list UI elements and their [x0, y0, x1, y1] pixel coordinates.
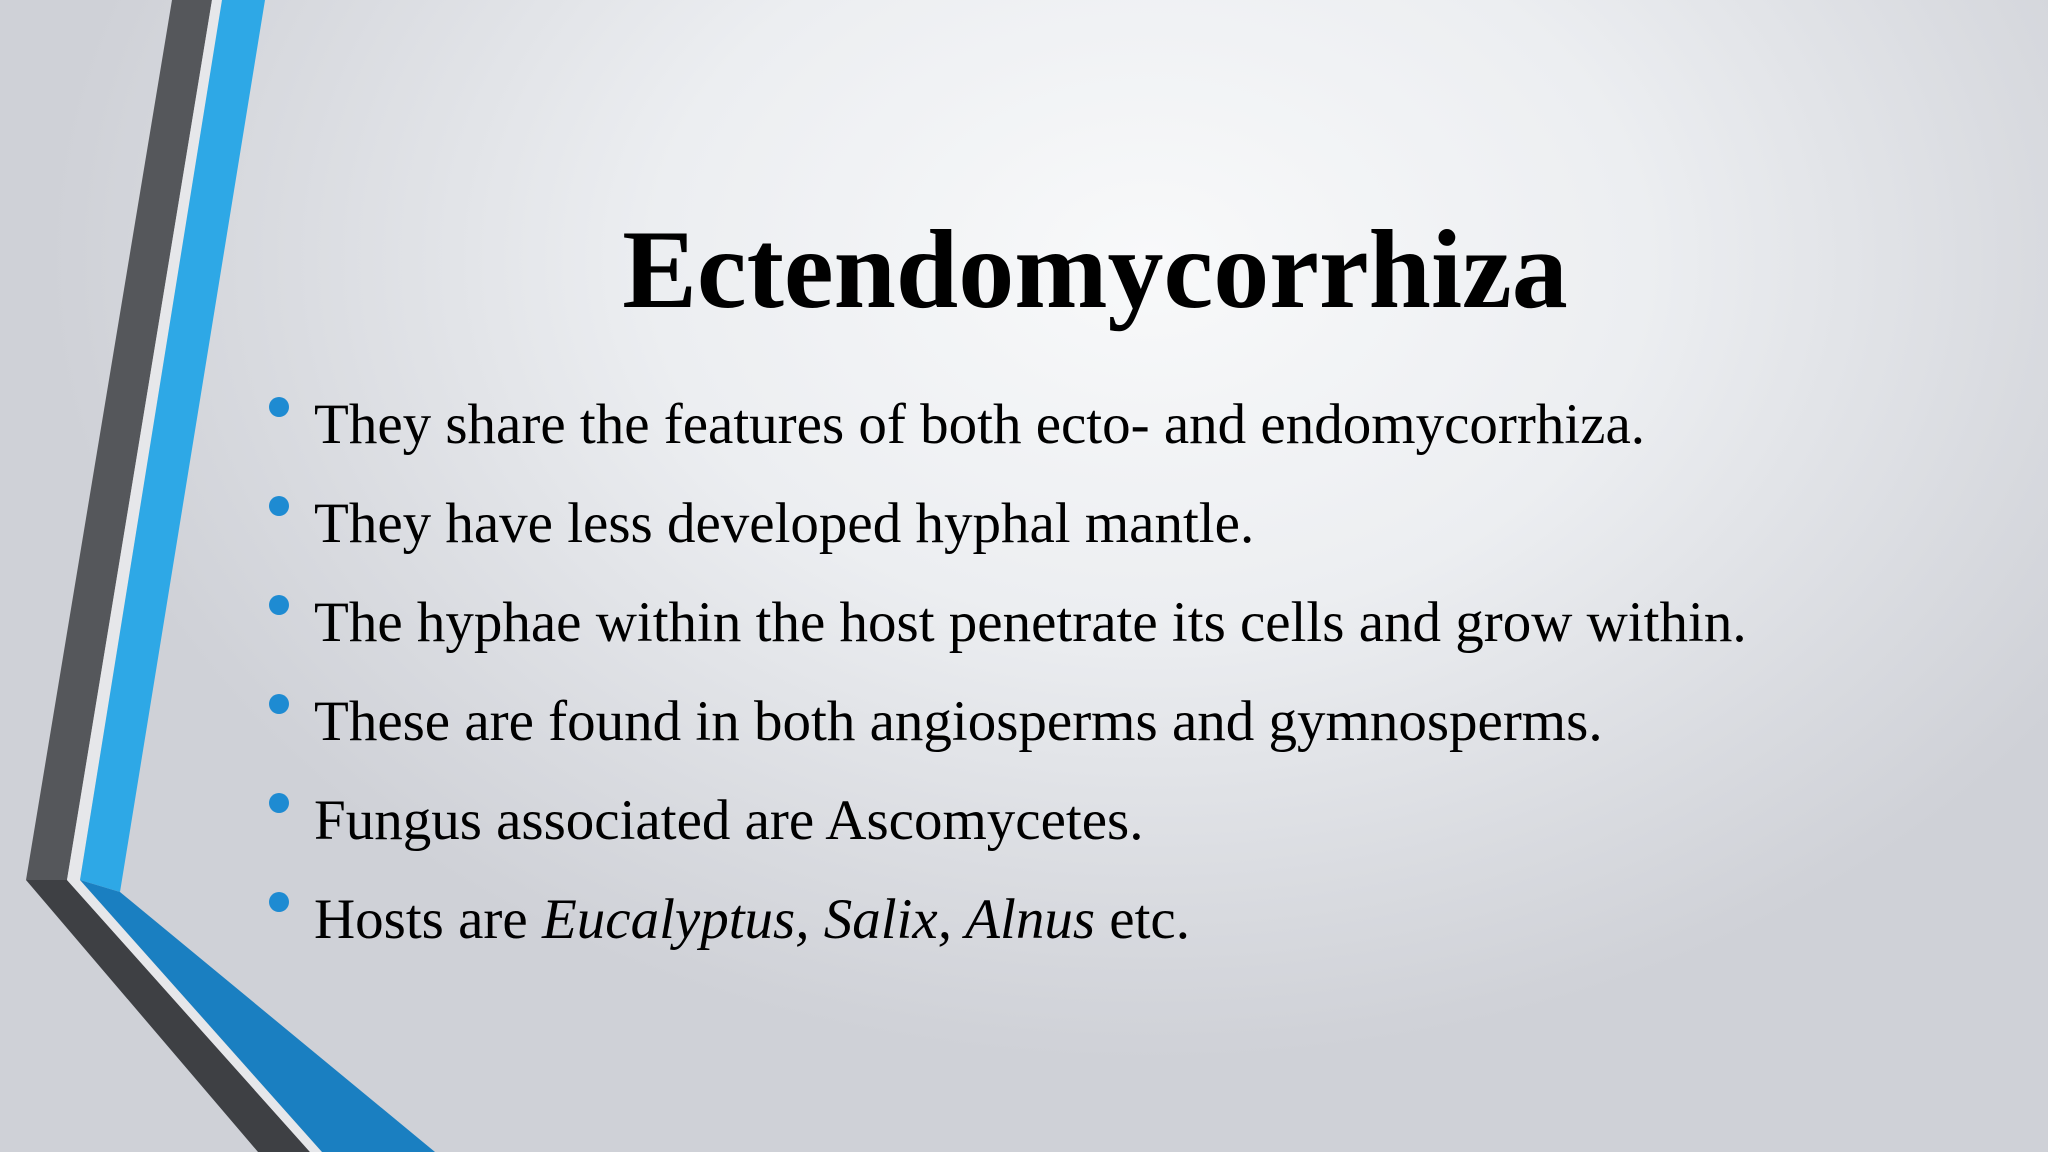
bullet-item-2	[262, 474, 2002, 573]
bullet-dot-icon	[269, 595, 289, 615]
bullet-text: The hyphae within the host penetrate its cells and grow within.	[314, 591, 1747, 654]
white-separator-stripe	[67, 0, 222, 880]
bullet-dot-icon	[269, 694, 289, 714]
bullet-item-6	[262, 870, 2002, 969]
bullet-text-suffix: etc.	[1095, 888, 1190, 951]
bullet-item-5	[262, 771, 2002, 870]
bullet-text: Fungus associated are Ascomycetes.	[314, 789, 1144, 852]
bullet-dot-icon	[269, 496, 289, 516]
bullet-dot-icon	[269, 397, 289, 417]
bullet-text: They have less developed hyphal mantle.	[314, 492, 1255, 555]
bullet-item-3	[262, 573, 2002, 672]
bullet-text: These are found in both angiosperms and gymnosperms.	[314, 690, 1603, 753]
bullet-dot-icon	[269, 793, 289, 813]
bullet-text: They share the features of both ecto- and endomycorrhiza.	[314, 393, 1646, 456]
bullet-text-prefix: Hosts are	[314, 888, 542, 951]
host-genera-italic: Eucalyptus, Salix, Alnus	[541, 888, 1096, 951]
bullet-item-1	[262, 375, 2002, 474]
bullet-list	[262, 375, 2002, 969]
bullet-item-4	[262, 672, 2002, 771]
slide-title: Ectendomycorrhiza	[622, 208, 1568, 332]
bullet-dot-icon	[269, 892, 289, 912]
